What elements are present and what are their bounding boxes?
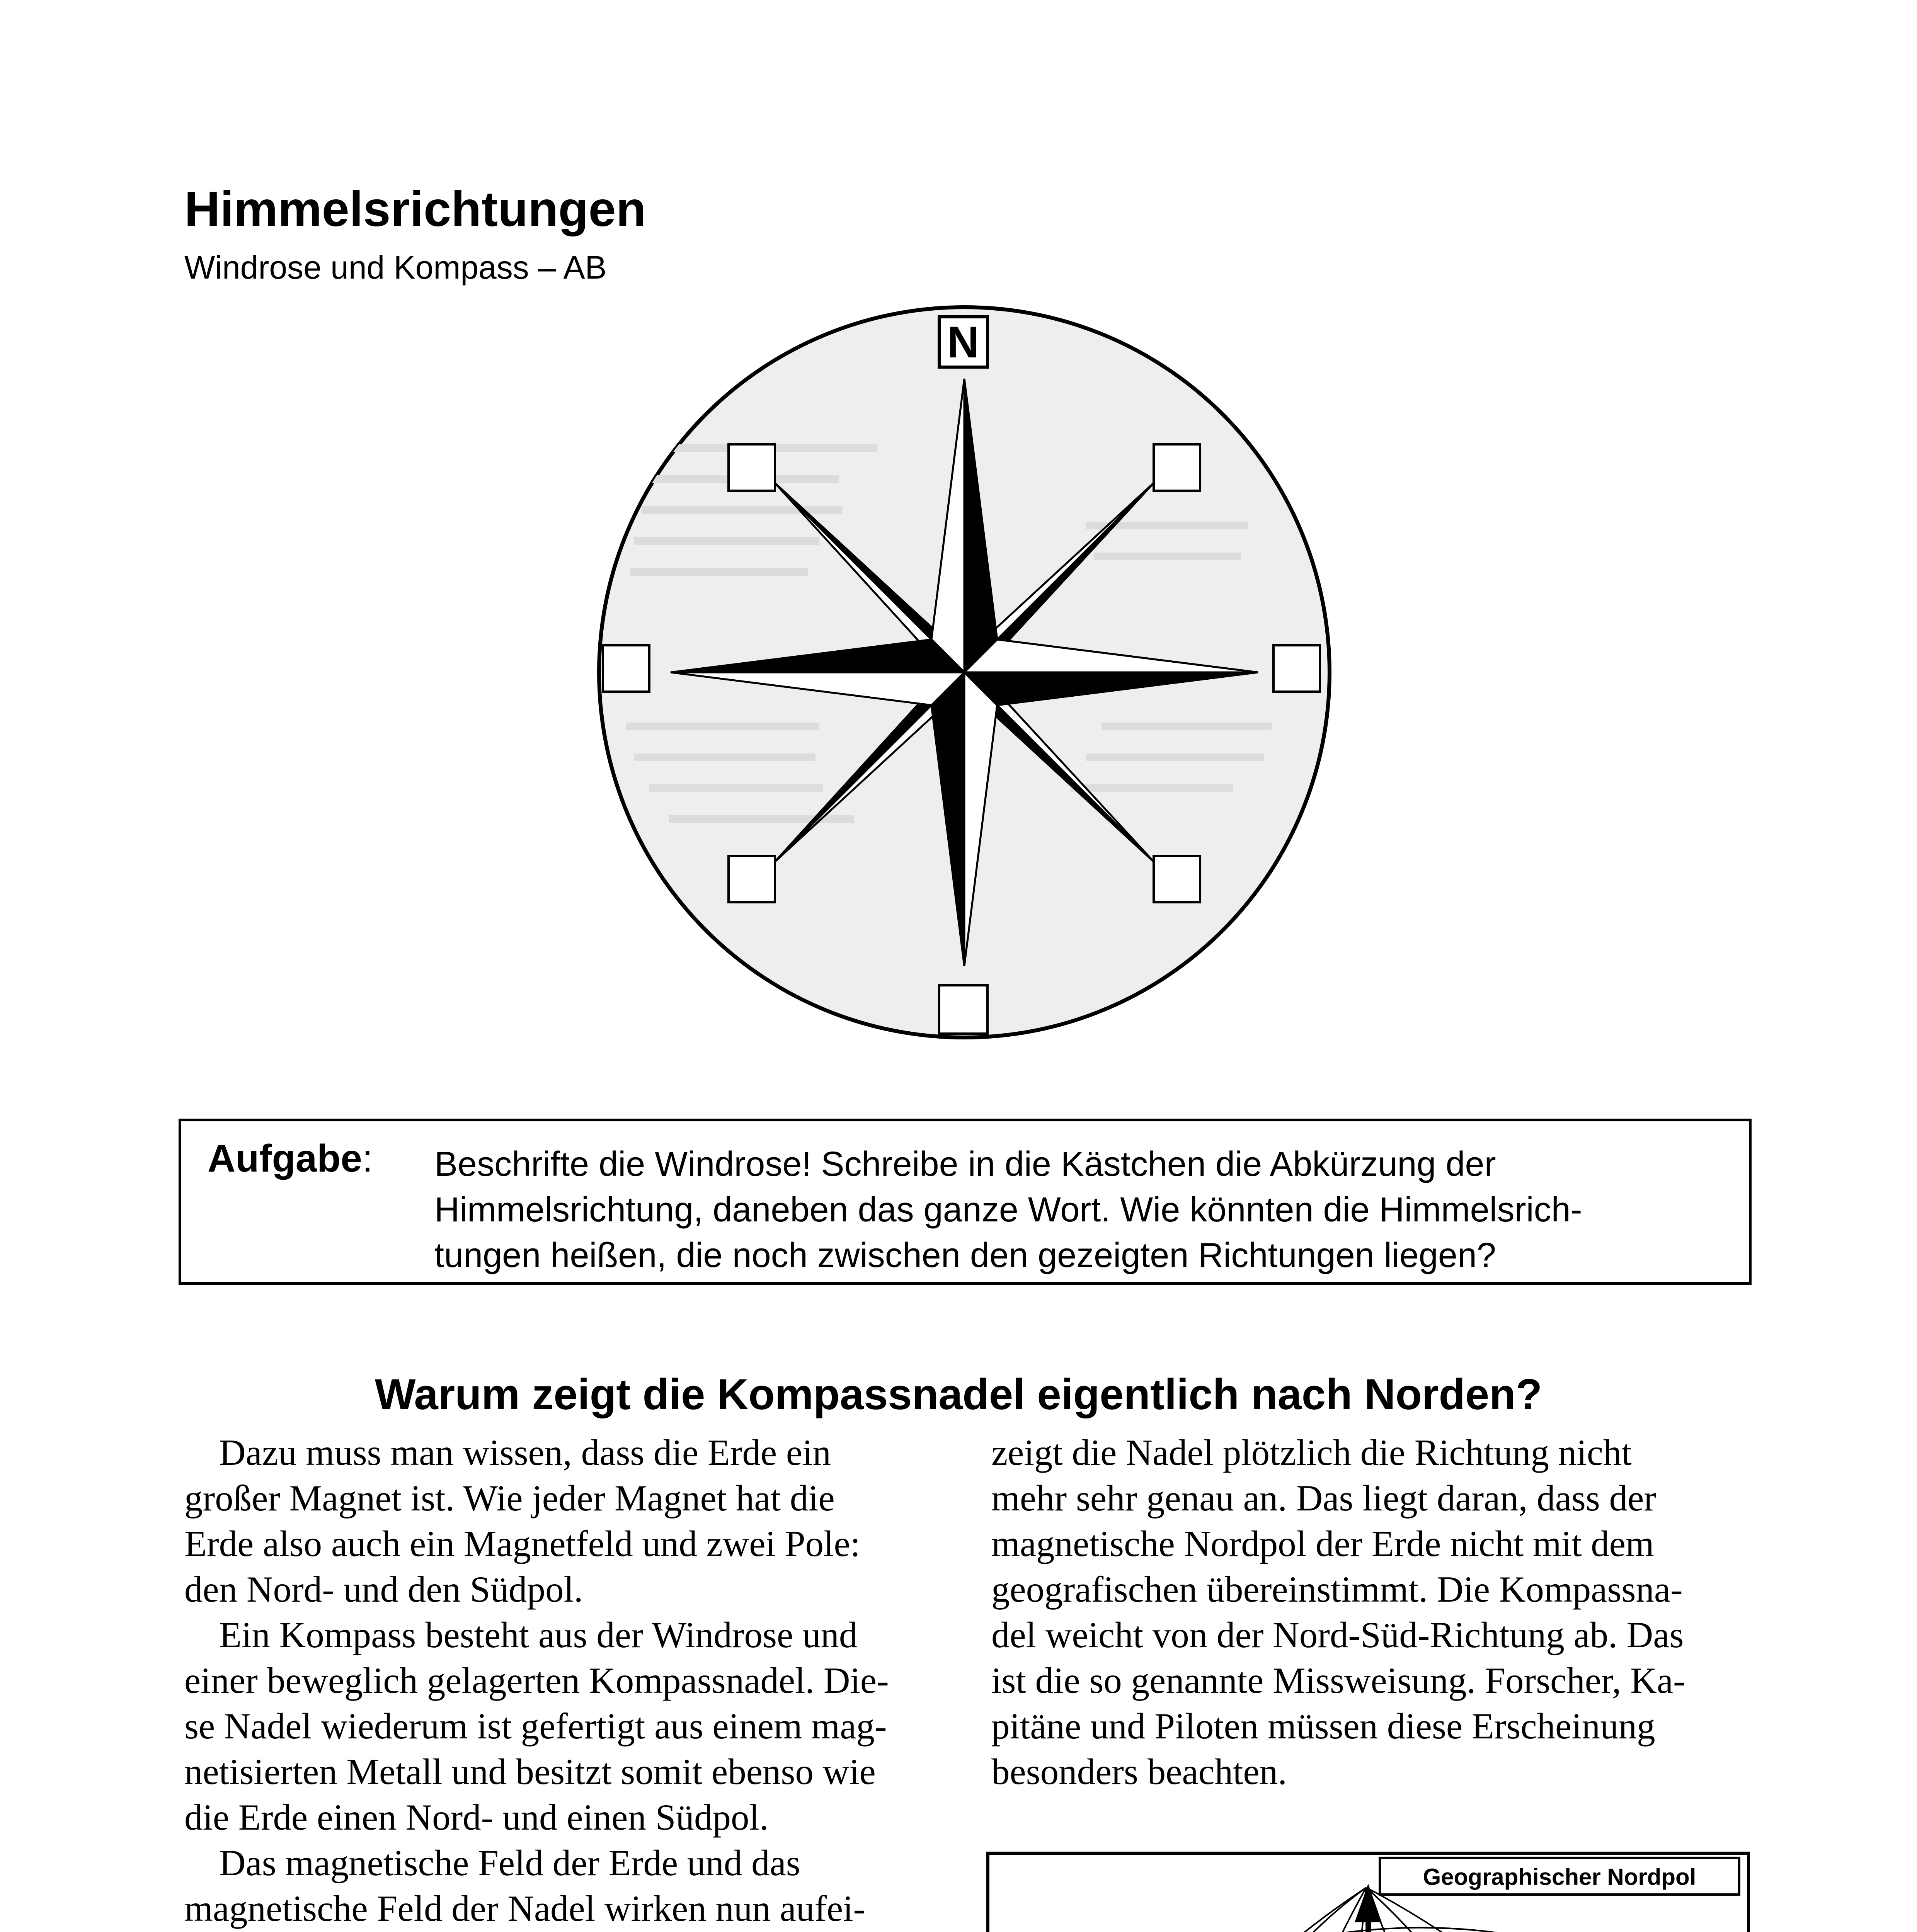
text-line: magnetische Nordpol der Erde nicht mit dem bbox=[991, 1523, 1654, 1564]
text-line: ist die so genannte Missweisung. Forscher, Ka- bbox=[991, 1660, 1685, 1701]
task-label bbox=[208, 1139, 373, 1178]
text-line: den Nord- und den Südpol. bbox=[184, 1569, 583, 1610]
compass-rose-figure bbox=[591, 305, 1337, 1059]
text-line: zeigt die Nadel plötzlich die Richtung nicht bbox=[991, 1432, 1632, 1473]
text-line: Ein Kompass besteht aus der Windrose und bbox=[219, 1614, 858, 1655]
page-title: Himmelsrichtungen bbox=[184, 182, 646, 237]
text-line: Das magnetische Feld der Erde und das bbox=[219, 1842, 800, 1883]
blank-box-west[interactable] bbox=[603, 645, 649, 692]
text-line: Erde also auch ein Magnetfeld und zwei Pole: bbox=[184, 1523, 861, 1564]
geographic-north-label-box bbox=[1380, 1858, 1739, 1895]
task-line: tungen heißen, die noch zwischen den gezeigten Richtungen liegen? bbox=[434, 1236, 1496, 1275]
text-line: del weicht von der Nord-Süd-Richtung ab. Das bbox=[991, 1614, 1684, 1655]
article-right-column bbox=[991, 1430, 1764, 1794]
blank-box-south-east[interactable] bbox=[1154, 856, 1200, 902]
text-line: geografischen übereinstimmt. Die Kompassna- bbox=[991, 1569, 1683, 1610]
text-line: die Erde einen Nord- und einen Südpol. bbox=[184, 1797, 769, 1838]
page-subtitle: Windrose und Kompass – AB bbox=[184, 249, 607, 286]
blank-box-south-west[interactable] bbox=[729, 856, 775, 902]
text-line: besonders beachten. bbox=[991, 1751, 1287, 1792]
north-label-box bbox=[939, 317, 987, 367]
text-line: pitäne und Piloten müssen diese Erscheinung bbox=[991, 1706, 1655, 1747]
text-line: großer Magnet ist. Wie jeder Magnet hat die bbox=[184, 1478, 835, 1519]
task-label-word: Aufgabe bbox=[208, 1137, 362, 1180]
geographic-north-label: Geographischer Nordpol bbox=[1423, 1864, 1696, 1890]
blank-box-north-west[interactable] bbox=[729, 444, 775, 491]
north-label: N bbox=[947, 318, 979, 367]
text-line: einer beweglich gelagerten Kompassnadel. Die- bbox=[184, 1660, 889, 1701]
text-line: mehr sehr genau an. Das liegt daran, dass der bbox=[991, 1478, 1656, 1519]
text-line: magnetische Feld der Nadel wirken nun aufei- bbox=[184, 1888, 866, 1929]
task-line: Beschrifte die Windrose! Schreibe in die Kästchen die Abkürzung der bbox=[434, 1145, 1496, 1184]
declination-diagram bbox=[986, 1851, 1751, 1932]
text-line: Dazu muss man wissen, dass die Erde ein bbox=[219, 1432, 831, 1473]
task-label-colon: : bbox=[362, 1137, 373, 1180]
section-title: Warum zeigt die Kompassnadel eigentlich nach Norden? bbox=[375, 1370, 1542, 1418]
task-box bbox=[179, 1119, 1752, 1285]
blank-box-north-east[interactable] bbox=[1154, 444, 1200, 491]
blank-box-east[interactable] bbox=[1273, 645, 1320, 692]
task-line: Himmelsrichtung, daneben das ganze Wort. Wie könnten die Himmelsrich- bbox=[434, 1190, 1582, 1229]
blank-box-south[interactable] bbox=[939, 985, 987, 1034]
task-instructions bbox=[434, 1141, 1733, 1278]
article-left-column bbox=[184, 1430, 973, 1932]
text-line: netisierten Metall und besitzt somit ebenso wie bbox=[184, 1751, 876, 1792]
text-line: se Nadel wiederum ist gefertigt aus einem mag- bbox=[184, 1706, 887, 1747]
